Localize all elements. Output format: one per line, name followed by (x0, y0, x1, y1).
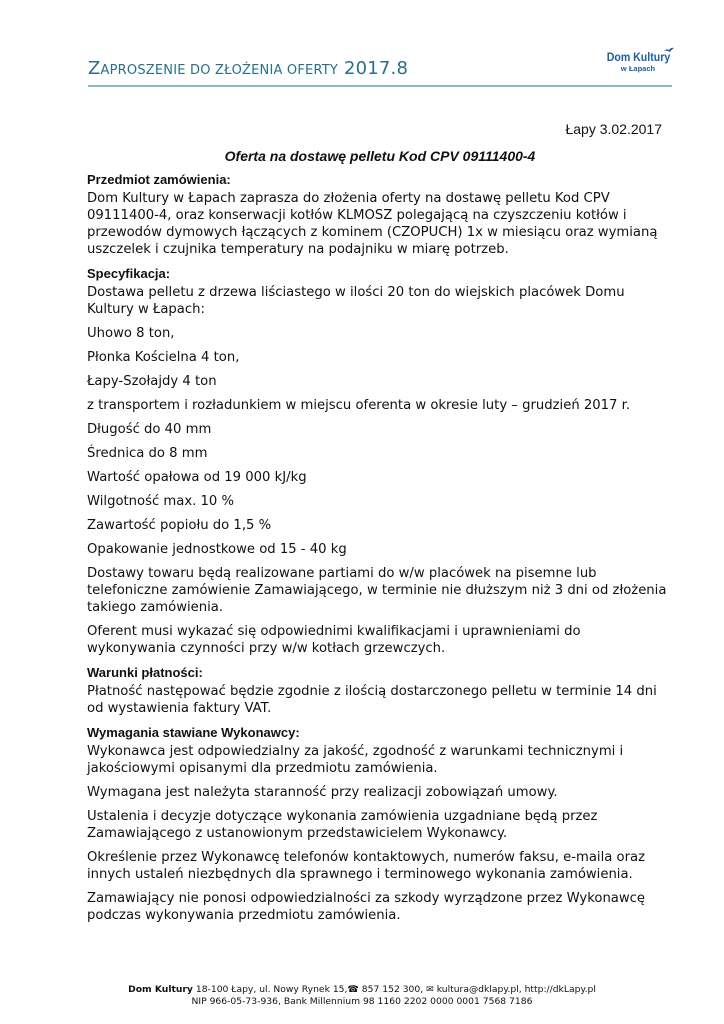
footer-contact: 18-100 Łapy, ul. Nowy Rynek 15,☎ 857 152 300, ✉ kultura@dklapy.pl, http://dkLapy.pl (192, 984, 596, 995)
header-title-initial: Z (88, 58, 101, 79)
specyfikacja-intro: Dostawa pelletu z drzewa liściastego w ilości 20 ton do wiejskich placówek Domu Kultury w Łapach: (87, 285, 625, 317)
wymagania-para: Wymagana jest należyta staranność przy realizacji zobowiązań umowy. (87, 785, 558, 800)
dom-kultury-logo (604, 52, 672, 82)
spec-line: Opakowanie jednostkowe od 15 - 40 kg (87, 542, 347, 557)
section-heading-specyfikacja: Specyfikacja: (87, 266, 171, 281)
section-heading-przedmiot: Przedmiot zamówienia: (87, 172, 231, 187)
spec-line: Uhowo 8 ton, (87, 326, 175, 341)
spec-line: Wilgotność max. 10 % (87, 494, 235, 509)
wymagania-para: Wykonawca jest odpowiedzialny za jakość, zgodność z warunkami technicznymi i jakościowymi opisanymi dla przedmiotu zamówienia. (87, 744, 624, 776)
spec-line: Długość do 40 mm (87, 422, 212, 437)
section-heading-platnosci: Warunki płatności: (87, 665, 203, 680)
wymagania-para: Ustalenia i decyzje dotyczące wykonania zamówienia uzgadniane będą przez Zamawiającego z ustanowionym przedstawicielem Wykonawcy. (87, 809, 598, 841)
spec-line: Płonka Kościelna 4 ton, (87, 350, 240, 365)
page-footer (0, 984, 724, 1008)
spec-line: Zawartość popiołu do 1,5 % (87, 518, 272, 533)
spec-line: z transportem i rozładunkiem w miejscu oferenta w okresie luty – grudzień 2017 r. (87, 398, 631, 413)
spec-line: Łapy-Szołajdy 4 ton (87, 374, 217, 389)
specyfikacja-dostawy: Dostawy towaru będą realizowane partiami do w/w placówek na pisemne lub telefoniczne zamówienie Zamawiającego, w terminie nie dłuższym niż 3 dni od złożenia takiego zamówienia. (87, 566, 667, 615)
przedmiot-text: Dom Kultury w Łapach zaprasza do złożenia oferty na dostawę pelletu Kod CPV 09111400-4, oraz konserwacji kotłów KLMOSZ polegającą na czyszczeniu kotłów i przewodów dymowych łączących z kominem (CZOPUCH) 1x w miesiącu oraz wymianą uszczelek i czujnika temperatury na podajniku w miarę potrzeb. (87, 191, 658, 257)
logo-sub-text: w Łapach (620, 64, 656, 73)
page-header-title (88, 58, 408, 79)
document-body (87, 121, 673, 931)
header-title-text: APROSZENIE DO ZŁOŻENIA OFERTY (100, 63, 339, 78)
platnosci-text: Płatność następować będzie zgodnie z ilością dostarczonego pelletu w terminie 14 dni od wystawienia faktury VAT. (87, 684, 657, 716)
specyfikacja-kwalifikacje: Oferent musi wykazać się odpowiednimi kwalifikacjami i uprawnieniami do wykonywania czynności przy w/w kotłach grzewczych. (87, 624, 581, 656)
wymagania-para: Zamawiający nie ponosi odpowiedzialności za szkody wyrządzone przez Wykonawcę podczas wykonywania przedmiotu zamówienia. (87, 891, 646, 923)
wymagania-para: Określenie przez Wykonawcę telefonów kontaktowych, numerów faksu, e-maila oraz innych ustaleń niezbędnych dla sprawnego i terminowego wykonania zamówienia. (87, 850, 646, 882)
section-heading-wymagania: Wymagania stawiane Wykonawcy: (87, 725, 300, 740)
footer-org: Dom Kultury (128, 984, 193, 995)
header-title-number: 2017.8 (338, 58, 409, 79)
document-title: Oferta na dostawę pelletu Kod CPV 09111400-4 (224, 148, 536, 164)
document-date: Łapy 3.02.2017 (565, 121, 662, 137)
spec-line: Wartość opałowa od 19 000 kJ/kg (87, 470, 307, 485)
footer-line-1 (0, 984, 724, 996)
spec-line: Średnica do 8 mm (87, 446, 208, 461)
header-divider (88, 85, 672, 87)
footer-line-2: NIP 966-05-73-936, Bank Millennium 98 1160 2202 0000 0001 7568 7186 (191, 996, 533, 1007)
logo-main-text: Dom Kultury (606, 52, 671, 64)
